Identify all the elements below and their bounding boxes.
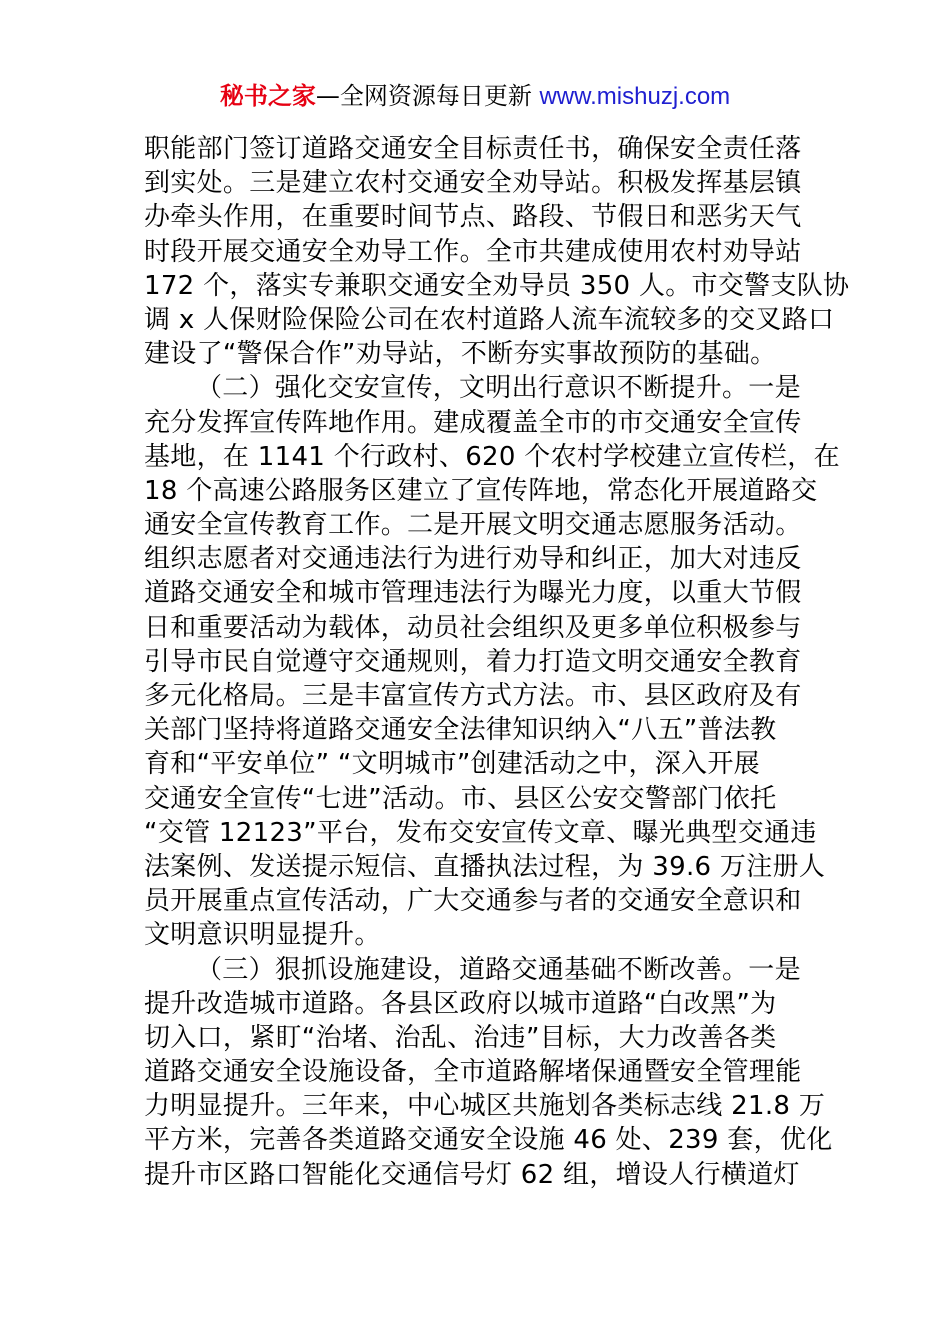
text-line: 172 个，落实专兼职交通安全劝导员 350 人。市交警支队协 — [144, 270, 850, 301]
text-line: 交通安全宣传“七进”活动。市、县区公安交警部门依托 — [144, 783, 777, 814]
text-line: 力明显提升。三年来，中心城区共施划各类标志线 21.8 万 — [144, 1091, 826, 1122]
text-line: 通安全宣传教育工作。二是开展文明交通志愿服务活动。 — [144, 510, 802, 541]
text-line: 切入口，紧盯“治堵、治乱、治违”目标，大力改善各类 — [144, 1022, 777, 1053]
text-line: 调 x 人保财险保险公司在农村道路人流车流较多的交叉路口 — [144, 304, 835, 335]
text-line: 建设了“警保合作”劝导站，不断夯实事故预防的基础。 — [144, 339, 777, 370]
header-tagline: —全网资源每日更新 — [315, 82, 540, 110]
text-line: “交管 12123”平台，发布交安宣传文章、曝光典型交通违 — [144, 817, 817, 848]
text-line: 提升改造城市道路。各县区政府以城市道路“白改黑”为 — [144, 988, 777, 1019]
text-line: 关部门坚持将道路交通安全法律知识纳入“八五”普法教 — [144, 715, 777, 746]
text-line: 提升市区路口智能化交通信号灯 62 组，增设人行横道灯 — [144, 1159, 800, 1190]
text-line: 到实处。三是建立农村交通安全劝导站。积极发挥基层镇 — [144, 168, 802, 199]
text-line: 道路交通安全设施设备，全市道路解堵保通暨安全管理能 — [144, 1057, 802, 1088]
text-line: （二）强化交安宣传，文明出行意识不断提升。一是 — [196, 373, 801, 404]
text-line: 法案例、发送提示短信、直播执法过程，为 39.6 万注册人 — [144, 851, 826, 882]
text-line: 基地，在 1141 个行政村、620 个农村学校建立宣传栏，在 — [144, 441, 840, 472]
text-line: 引导市民自觉遵守交通规则，着力打造文明交通安全教育 — [144, 646, 802, 677]
brand-name: 秘书之家 — [219, 82, 316, 110]
text-line: 18 个高速公路服务区建立了宣传阵地，常态化开展道路交 — [144, 475, 818, 506]
text-line: 日和重要活动为载体，动员社会组织及更多单位积极参与 — [144, 612, 802, 643]
text-line: 时段开展交通安全劝导工作。全市共建成使用农村劝导站 — [144, 236, 802, 267]
document-body — [144, 132, 850, 1192]
text-line: 平方米，完善各类道路交通安全设施 46 处、239 套，优化 — [144, 1125, 833, 1156]
text-line: （三）狠抓设施建设，道路交通基础不断改善。一是 — [196, 954, 801, 985]
text-line: 员开展重点宣传活动，广大交通参与者的交通安全意识和 — [144, 886, 802, 917]
text-line: 充分发挥宣传阵地作用。建成覆盖全市的市交通安全宣传 — [144, 407, 802, 438]
text-line: 育和“平安单位” “文明城市”创建活动之中，深入开展 — [144, 749, 760, 780]
site-header — [0, 80, 950, 113]
text-line: 职能部门签订道路交通安全目标责任书，确保安全责任落 — [144, 134, 802, 164]
site-url-link[interactable]: www.mishuzj.com — [539, 83, 731, 110]
text-line: 办牵头作用，在重要时间节点、路段、节假日和恶劣天气 — [144, 202, 802, 233]
text-line: 道路交通安全和城市管理违法行为曝光力度，以重大节假 — [144, 578, 802, 609]
text-line: 文明意识明显提升。 — [144, 920, 381, 951]
text-line: 多元化格局。三是丰富宣传方式方法。市、县区政府及有 — [144, 681, 802, 711]
text-line: 组织志愿者对交通违法行为进行劝导和纠正，加大对违反 — [144, 544, 802, 575]
